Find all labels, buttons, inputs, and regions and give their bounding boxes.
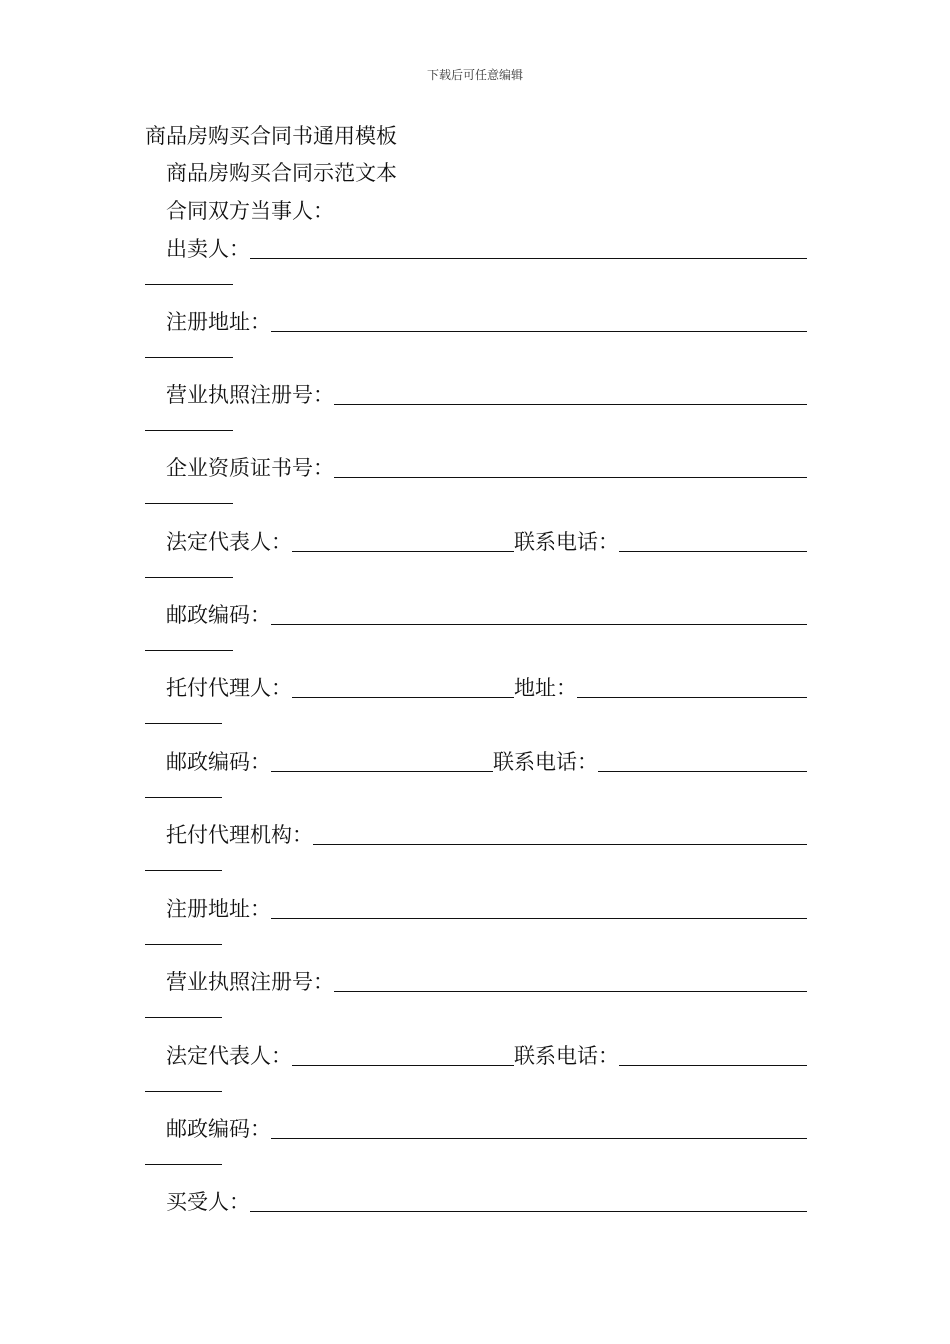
header-note: 下载后可任意编辑 [426,68,523,82]
blank-line[interactable] [334,455,807,478]
blank-line[interactable] [271,309,807,332]
blank-line-continuation [145,1017,222,1018]
document-subtitle: 商品房购买合同示范文本 [166,161,397,185]
field-business-license-no [0,379,950,449]
field-agency-legal-rep-phone [0,1040,950,1110]
field-label: 邮政编码： [166,603,271,627]
field-label: 托付代理人： [166,676,292,700]
field-postal-code [0,599,950,669]
field-label: 出卖人： [166,237,250,261]
parties-heading: 合同双方当事人： [166,199,334,223]
blank-line-continuation [145,1091,222,1092]
field-label: 注册地址： [166,310,271,334]
blank-line[interactable] [292,529,514,552]
field-label: 营业执照注册号： [166,970,334,994]
blank-line-continuation [145,723,222,724]
document-title: 商品房购买合同书通用模板 [145,124,397,148]
field-label: 营业执照注册号： [166,383,334,407]
blank-line[interactable] [619,529,807,552]
blank-line[interactable] [292,1043,514,1066]
field-qualification-cert-no [0,452,950,522]
field-label: 注册地址： [166,897,271,921]
field-label-secondary: 联系电话： [514,530,619,554]
blank-line-continuation [145,944,222,945]
field-label: 买受人： [166,1190,250,1214]
field-agency-registered-address [0,893,950,963]
blank-line-continuation [145,577,233,578]
field-agent-address [0,672,950,742]
blank-line[interactable] [619,1043,807,1066]
blank-line[interactable] [271,602,807,625]
field-agency-business-license-no [0,966,950,1036]
field-label: 企业资质证书号： [166,456,334,480]
blank-line[interactable] [577,675,807,698]
blank-line-continuation [145,430,233,431]
blank-line[interactable] [271,1116,807,1139]
blank-line[interactable] [313,822,807,845]
blank-line-continuation [145,650,233,651]
field-label: 托付代理机构： [166,823,313,847]
field-buyer [0,1186,950,1256]
blank-line-continuation [145,357,233,358]
field-label: 邮政编码： [166,1117,271,1141]
field-label: 法定代表人： [166,530,292,554]
blank-line-continuation [145,1164,222,1165]
blank-line[interactable] [334,969,807,992]
blank-line[interactable] [334,382,807,405]
blank-line[interactable] [598,749,807,772]
field-label: 法定代表人： [166,1044,292,1068]
blank-line-continuation [145,284,233,285]
field-postal-code-phone [0,746,950,816]
blank-line[interactable] [292,675,514,698]
field-label: 邮政编码： [166,750,271,774]
blank-line-continuation [145,870,222,871]
blank-line[interactable] [271,749,493,772]
blank-line-continuation [145,797,222,798]
field-legal-rep-phone [0,526,950,596]
blank-line[interactable] [250,236,807,259]
field-seller [0,233,950,303]
field-agency-postal-code [0,1113,950,1183]
blank-line-continuation [145,503,233,504]
field-agency [0,819,950,889]
field-label-secondary: 地址： [514,676,577,700]
field-label-secondary: 联系电话： [493,750,598,774]
field-label-secondary: 联系电话： [514,1044,619,1068]
blank-line[interactable] [271,896,807,919]
field-registered-address [0,306,950,376]
blank-line[interactable] [250,1189,807,1212]
